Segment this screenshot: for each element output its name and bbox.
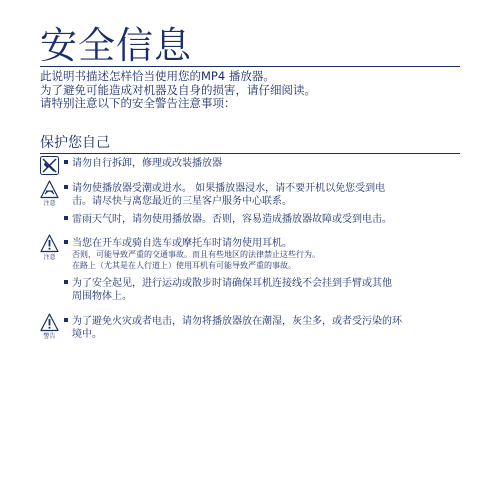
list-item [64,157,464,170]
item-text: 请勿自行拆卸，修理或改装播放器 [72,158,222,169]
caution-triangle-icon [40,180,59,207]
list-item [64,277,464,303]
list-item [64,213,464,226]
intro-line: 此说明书描述怎样恰当使用您的MP4 播放器。 [40,69,275,83]
icon-caption: 注意 [43,200,56,207]
item-text: 周围物体上。 [72,291,132,302]
section-title: 保护您自己 [40,135,110,151]
subtext-line: 在路上（尤其是在人行道上）使用耳机有可能导致严重的事故。 [72,261,296,270]
caution-triangle-icon [40,234,59,261]
icon-caption: 警告 [43,333,56,340]
item-text: 击。请尽快与离您最近的三星客户服务中心联系。 [72,196,292,207]
bullet [64,280,68,284]
icon-caption: 注意 [43,254,56,261]
intro-text [40,70,316,111]
item-text: 请勿使播放器受潮或进水。 如果播放器浸水，请不要开机以免您受到电 [72,183,386,194]
page-title: 安全信息 [40,24,192,67]
bullet [64,240,68,244]
item-text: 境中。 [72,329,102,340]
item-text: 当您在开车或骑自选车或摩托车时请勿使用耳机。 [72,238,292,249]
subtext-line: 否则，可能导致严重的交通事故。而且有些地区的法律禁止这些行为。 [72,250,320,259]
list-item [64,315,464,341]
item-text: 为了安全起见，进行运动或散步时请确保耳机连接线不会挂到手臂或其他 [72,278,392,289]
no-disassemble-icon [40,156,59,175]
item-text: 雷雨天气时，请勿使用播放器。否则，容易造成播放器故障或受到电击。 [72,214,392,225]
item-text: 为了避免火灾或者电击，请勿将播放器放在潮湿，灰尘多，或者受污染的环 [72,316,402,327]
bullet [64,318,68,322]
intro-line: 为了避免可能造成对机器及自身的损害，请仔细阅读。 [40,82,316,97]
list-item [64,182,464,208]
item-subtext [72,249,464,271]
title-divider [40,66,460,67]
intro-line: 请特别注意以下的安全警告注意事项： [40,96,236,110]
bullet [64,160,68,164]
bullet [64,185,68,189]
section-divider [40,153,460,154]
bullet [64,216,68,220]
warning-triangle-icon [40,313,59,340]
